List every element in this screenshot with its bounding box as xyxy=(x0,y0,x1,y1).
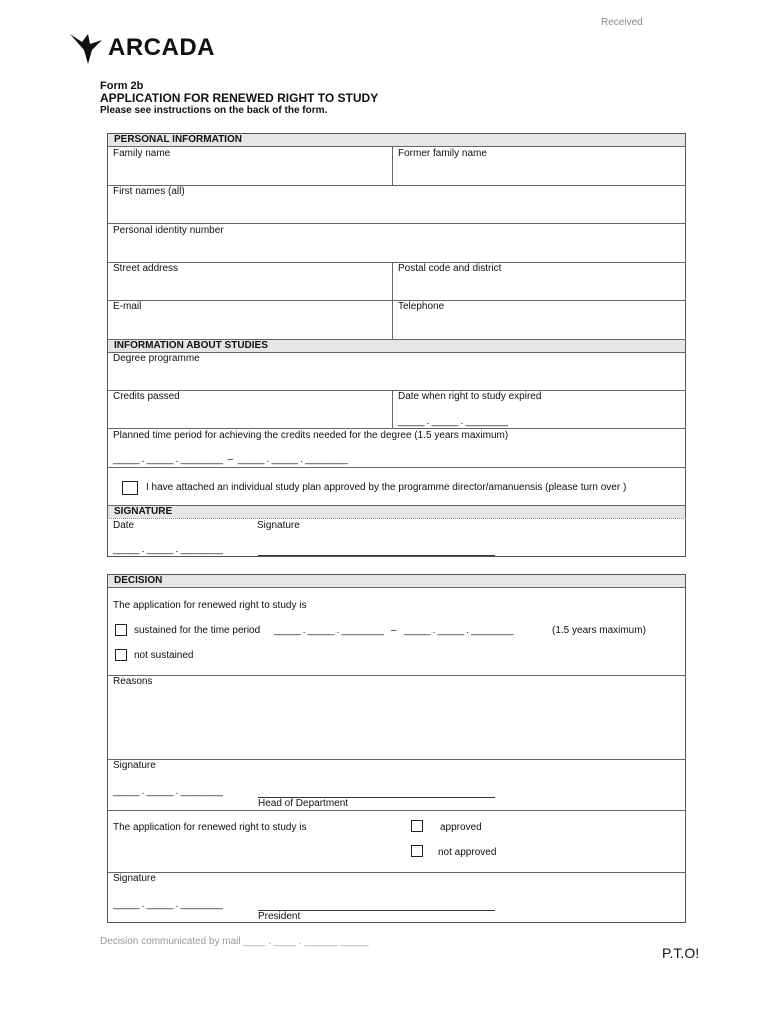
president-decision-intro: The application for renewed right to study is xyxy=(113,822,307,833)
not-sustained-checkbox[interactable] xyxy=(115,649,127,661)
decision-intro: The application for renewed right to study is xyxy=(113,600,307,611)
study-plan-checkbox[interactable] xyxy=(122,481,138,495)
planned-period-field[interactable]: _____ . _____ . ________ – _____ . _____ . ________ xyxy=(113,454,348,465)
form-number: Form 2b xyxy=(100,80,144,92)
planned-period-label: Planned time period for achieving the credits needed for the degree (1.5 years maximum) xyxy=(113,430,509,441)
former-family-name-field[interactable]: Former family name xyxy=(398,148,487,159)
department-signature-label: Signature xyxy=(113,760,156,771)
logo-text: ARCADA xyxy=(108,34,215,61)
sustained-label: sustained for the time period xyxy=(134,625,261,636)
reasons-field[interactable]: Reasons xyxy=(113,676,153,687)
expiry-date-label: Date when right to study expired xyxy=(398,391,542,402)
expiry-date-field[interactable]: _____ . _____ . ________ xyxy=(398,416,508,427)
approved-checkbox[interactable] xyxy=(411,820,423,832)
president-date-field[interactable]: _____ . _____ . ________ xyxy=(113,899,223,910)
telephone-field[interactable]: Telephone xyxy=(398,301,445,312)
arcada-bird-icon xyxy=(68,30,104,66)
email-field[interactable]: E-mail xyxy=(113,301,142,312)
section-studies: INFORMATION ABOUT STUDIES xyxy=(108,340,685,352)
not-approved-checkbox[interactable] xyxy=(411,845,423,857)
pto-label: P.T.O! xyxy=(662,945,700,961)
received-stamp-label: Received xyxy=(601,17,643,28)
not-approved-label: not approved xyxy=(438,847,497,858)
applicant-signature-line[interactable] xyxy=(258,555,495,556)
first-names-field[interactable]: First names (all) xyxy=(113,186,185,197)
arcada-logo xyxy=(68,30,215,66)
form-subtitle: Please see instructions on the back of the form. xyxy=(100,105,328,116)
postal-code-field[interactable]: Postal code and district xyxy=(398,263,502,274)
section-decision: DECISION xyxy=(108,575,685,587)
street-address-field[interactable]: Street address xyxy=(113,263,179,274)
section-signature: SIGNATURE xyxy=(108,506,685,518)
department-date-field[interactable]: _____ . _____ . ________ xyxy=(113,786,223,797)
mail-communication-note: Decision communicated by mail ____ . ____ . ______ _____ xyxy=(100,936,369,947)
president-label: President xyxy=(258,911,301,922)
credits-passed-field[interactable]: Credits passed xyxy=(113,391,180,402)
signature-label: Signature xyxy=(257,520,300,531)
not-sustained-label: not sustained xyxy=(134,650,194,661)
approved-label: approved xyxy=(440,822,482,833)
form-title: APPLICATION FOR RENEWED RIGHT TO STUDY xyxy=(100,91,379,105)
president-signature-label: Signature xyxy=(113,873,156,884)
signature-date-field[interactable]: _____ . _____ . ________ xyxy=(113,544,223,555)
family-name-field[interactable]: Family name xyxy=(113,148,171,159)
sustained-checkbox[interactable] xyxy=(115,624,127,636)
date-label: Date xyxy=(113,520,135,531)
degree-programme-field[interactable]: Degree programme xyxy=(113,353,200,364)
sustained-period-field[interactable]: _____ . _____ . ________ – _____ . _____ . ________ xyxy=(274,625,514,636)
personal-identity-number-field[interactable]: Personal identity number xyxy=(113,225,224,236)
head-of-department-label: Head of Department xyxy=(258,798,349,809)
section-personal-information: PERSONAL INFORMATION xyxy=(108,134,685,146)
max-period-note: (1.5 years maximum) xyxy=(552,625,646,636)
study-plan-label: I have attached an individual study plan approved by the programme director/amanuensis (please turn over ) xyxy=(146,482,627,493)
